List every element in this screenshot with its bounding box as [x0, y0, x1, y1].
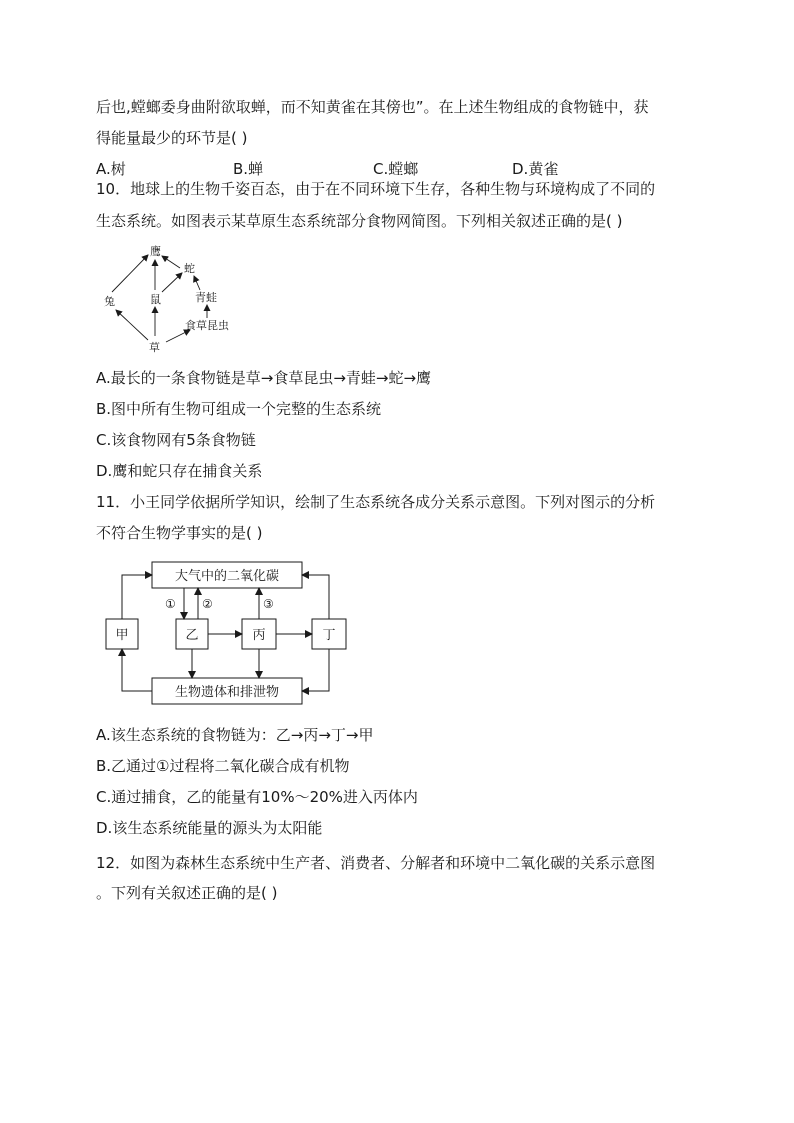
- q10-option-d: D.鹰和蛇只存在捕食关系: [96, 462, 263, 480]
- q10-line-1: 10．地球上的生物千姿百态，由于在不同环境下生存，各种生物与环境构成了不同的: [96, 180, 656, 198]
- label-process-1: ①: [165, 597, 176, 611]
- node-rabbit: 兔: [104, 295, 115, 308]
- arrow-jia-co2: [122, 575, 152, 619]
- q9-line-1: 后也,螳螂委身曲附欲取蝉，而不知黄雀在其傍也”。在上述生物组成的食物链中，获: [96, 98, 649, 116]
- food-web-diagram: [96, 240, 246, 358]
- arrow-grass-rabbit: [116, 310, 148, 340]
- label-yi: 乙: [185, 628, 199, 643]
- q12-line-2: 。下列有关叙述正确的是( ): [96, 884, 278, 902]
- arrow-frog-snake: [194, 276, 200, 290]
- node-insect: 食草昆虫: [185, 319, 229, 332]
- node-frog: 青蛙: [195, 291, 217, 304]
- label-process-3: ③: [263, 597, 274, 611]
- ecosystem-components-diagram: [100, 558, 360, 714]
- arrow-snake-eagle: [162, 256, 180, 268]
- q11-option-d: D.该生态系统能量的源头为太阳能: [96, 819, 323, 837]
- q11-line-1: 11．小王同学依据所学知识，绘制了生态系统各成分关系示意图。下列对图示的分析: [96, 493, 656, 511]
- label-bing: 丙: [252, 628, 266, 643]
- node-mouse: 鼠: [150, 293, 161, 306]
- label-atmosphere-co2: 大气中的二氧化碳: [174, 569, 280, 584]
- q11-option-b: B.乙通过①过程将二氧化碳合成有机物: [96, 757, 350, 775]
- q10-option-b: B.图中所有生物可组成一个完整的生态系统: [96, 400, 382, 418]
- q9-option-b: B.蝉: [233, 160, 264, 178]
- q10-option-c: C.该食物网有5条食物链: [96, 431, 256, 449]
- q12-line-1: 12．如图为森林生态系统中生产者、消费者、分解者和环境中二氧化碳的关系示意图: [96, 854, 656, 872]
- node-eagle: 鹰: [150, 245, 161, 258]
- q11-line-2: 不符合生物学事实的是( ): [96, 524, 263, 542]
- q11-option-a: A.该生态系统的食物链为：乙→丙→丁→甲: [96, 726, 374, 744]
- q10-line-2: 生态系统。如图表示某草原生态系统部分食物网简图。下列相关叙述正确的是( ): [96, 212, 623, 230]
- label-ding: 丁: [322, 628, 336, 643]
- arrow-rabbit-eagle: [112, 255, 148, 292]
- arrow-remains-jia: [122, 649, 152, 691]
- arrow-ding-co2: [302, 575, 329, 619]
- label-jia: 甲: [115, 628, 129, 643]
- q9-option-a: A.树: [96, 160, 126, 178]
- q9-line-2: 得能量最少的环节是( ): [96, 129, 248, 147]
- q11-option-c: C.通过捕食，乙的能量有10%～20%进入丙体内: [96, 788, 418, 806]
- arrow-mouse-snake: [162, 273, 182, 292]
- label-process-2: ②: [202, 597, 213, 611]
- q9-option-c: C.螳螂: [373, 160, 419, 178]
- q10-option-a: A.最长的一条食物链是草→食草昆虫→青蛙→蛇→鹰: [96, 369, 432, 387]
- arrow-ding-remains: [302, 649, 329, 691]
- label-remains: 生物遗体和排泄物: [174, 685, 280, 700]
- node-grass: 草: [149, 341, 160, 354]
- node-snake: 蛇: [184, 262, 195, 275]
- q9-option-d: D.黄雀: [512, 160, 559, 178]
